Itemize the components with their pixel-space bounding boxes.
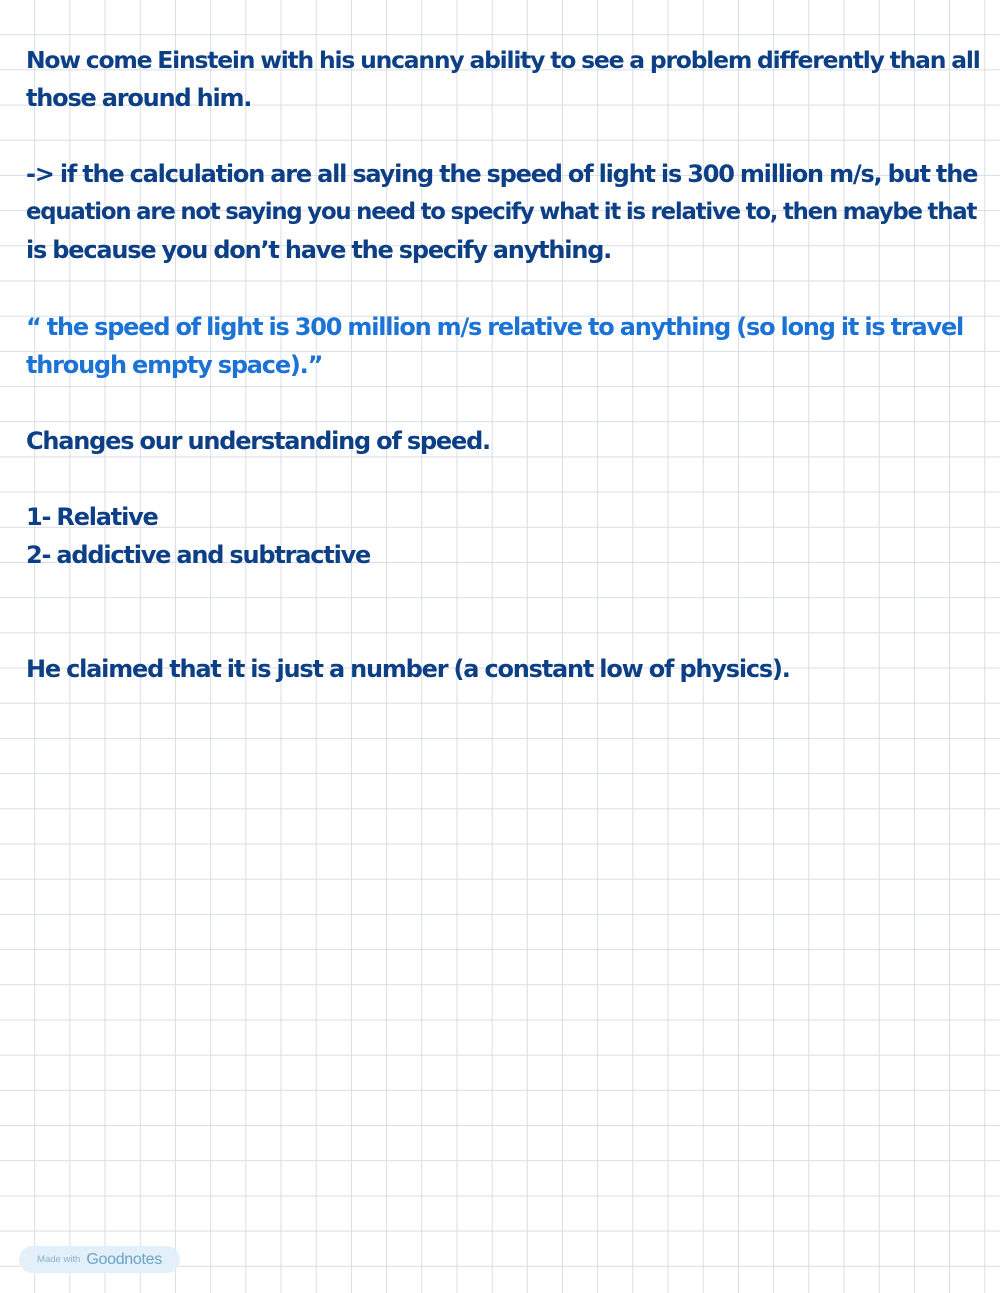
text-line: Now come Einstein with his uncanny ability to see a problem differently than all <box>26 46 980 74</box>
text-line: through empty space).” <box>26 351 323 379</box>
paragraph-einstein-intro <box>26 41 980 117</box>
quote-speed-of-light <box>26 308 963 384</box>
watermark-brand: Goodnotes <box>86 1250 162 1268</box>
numbered-list <box>26 498 370 574</box>
watermark-prefix: Made with <box>37 1254 81 1265</box>
text-line: those around him. <box>26 84 252 112</box>
changes-heading <box>26 422 490 460</box>
goodnotes-watermark <box>19 1246 180 1273</box>
text-line: He claimed that it is just a number (a constant low of physics). <box>26 655 790 683</box>
list-item: 1- Relative <box>26 503 158 531</box>
text-line: equation are not saying you need to specify what it is relative to, then maybe that <box>26 199 977 225</box>
text-line: Changes our understanding of speed. <box>26 427 490 455</box>
paragraph-calculation <box>26 155 977 269</box>
text-line: -> if the calculation are all saying the speed of light is 300 million m/s, but the <box>26 160 978 188</box>
text-line: is because you don’t have the specify anything. <box>26 236 612 264</box>
text-line: “ the speed of light is 300 million m/s relative to anything (so long it is travel <box>26 313 964 341</box>
list-item: 2- addictive and subtractive <box>26 541 371 569</box>
paragraph-claim <box>26 650 790 688</box>
